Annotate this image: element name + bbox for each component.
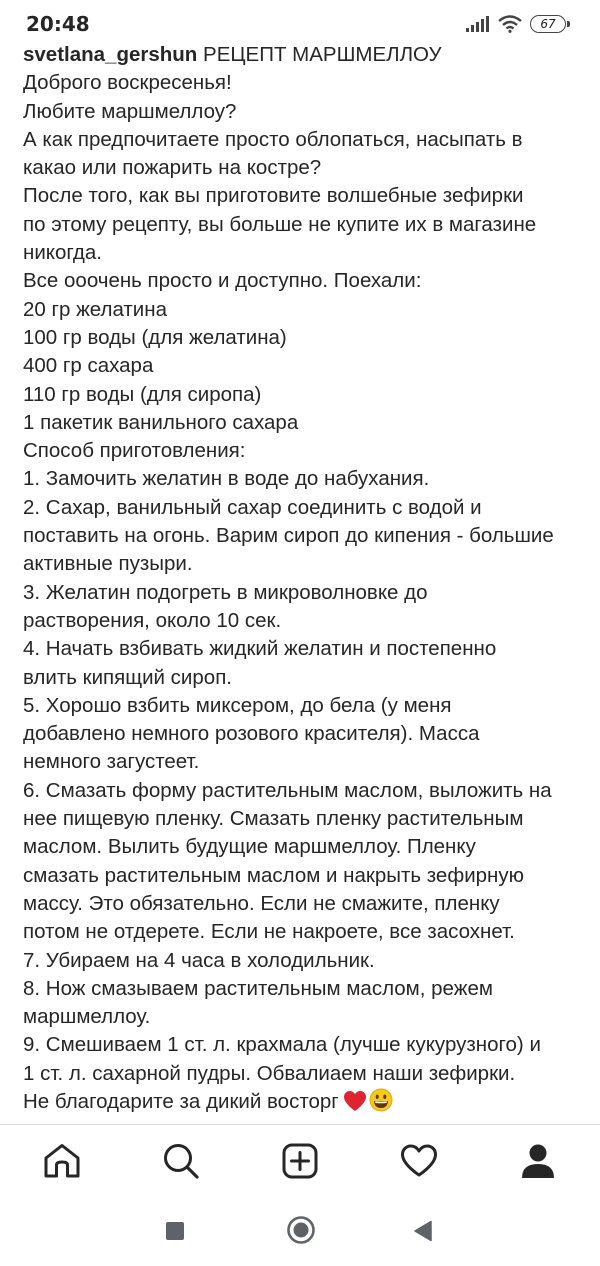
caption-line: 1. Замочить желатин в воде до набухания. xyxy=(23,467,430,491)
caption-line: по этому рецепту, вы больше не купите их в магазине xyxy=(23,212,537,236)
caption-line: 2. Сахар, ванильный сахар соединить с водой и xyxy=(23,495,482,519)
battery-level: 67 xyxy=(540,17,556,31)
caption-line: нее пищевую пленку. Смазать пленку растительным xyxy=(23,807,524,831)
status-bar xyxy=(0,0,600,46)
search-icon xyxy=(162,1142,200,1180)
caption-line: 3. Желатин подогреть в микроволновке до xyxy=(23,580,428,604)
back-triangle-icon xyxy=(413,1220,433,1242)
post-caption xyxy=(23,41,588,1116)
caption-line: немного загустеет. xyxy=(23,750,200,774)
new-post-icon xyxy=(282,1143,318,1179)
caption-line: 1 пакетик ванильного сахара xyxy=(23,410,299,434)
activity-heart-icon xyxy=(400,1144,438,1178)
red-heart-icon xyxy=(343,1090,367,1112)
caption-line: поставить на огонь. Варим сироп до кипения - большие xyxy=(23,524,554,548)
battery-icon xyxy=(530,15,566,33)
nav-profile-button[interactable] xyxy=(508,1131,568,1191)
post-username[interactable]: svetlana_gershun xyxy=(23,43,198,66)
wifi-icon xyxy=(498,15,522,33)
caption-line: влить кипящий сироп. xyxy=(23,665,232,689)
caption-line: А как предпочитаете просто облопаться, насыпать в xyxy=(23,127,523,151)
signal-icon xyxy=(466,16,490,32)
caption-line: маслом. Вылить будущие маршмеллоу. Пленку xyxy=(23,835,476,859)
caption-line: 1 ст. л. сахарной пудры. Обвалиаем наши зефирки. xyxy=(23,1061,516,1085)
home-button[interactable] xyxy=(282,1211,320,1249)
recents-button[interactable] xyxy=(158,1214,192,1248)
caption-line: 6. Смазать форму растительным маслом, выложить на xyxy=(23,778,552,802)
caption-line: 7. Убираем на 4 часа в холодильник. xyxy=(23,948,375,972)
profile-icon xyxy=(520,1143,556,1179)
caption-line: Способ приготовления: xyxy=(23,439,246,463)
back-button[interactable] xyxy=(406,1214,440,1248)
caption-line: массу. Это обязательно. Если не смажите, пленку xyxy=(23,891,500,915)
caption-line: 9. Смешиваем 1 ст. л. крахмала (лучше кукурузного) и xyxy=(23,1033,541,1057)
home-circle-icon xyxy=(286,1215,316,1245)
post-title: РЕЦЕПТ МАРШМЕЛЛОУ xyxy=(203,43,442,66)
caption-line: Доброго воскресенья! xyxy=(23,71,232,95)
caption-line: потом не отдерете. Если не накроете, все засохнет. xyxy=(23,920,515,944)
caption-line: добавлено немного розового красителя). Масса xyxy=(23,722,480,746)
system-navigation xyxy=(0,1196,600,1266)
status-time: 20:48 xyxy=(26,12,90,36)
status-icons xyxy=(466,14,566,34)
caption-line: маршмеллоу. xyxy=(23,1005,151,1029)
caption-closing-text: Не благодарите за дикий восторг xyxy=(23,1089,339,1113)
caption-line: какао или пожарить на костре? xyxy=(23,156,322,180)
caption-line: растворения, около 10 сек. xyxy=(23,608,282,632)
bottom-navigation xyxy=(0,1124,600,1196)
caption-line: 100 гр воды (для желатина) xyxy=(23,325,287,349)
caption-line: смазать растительным маслом и накрыть зефирную xyxy=(23,863,524,887)
nav-home-button[interactable] xyxy=(32,1131,92,1191)
caption-line: Любите маршмеллоу? xyxy=(23,99,237,123)
caption-last-line xyxy=(23,1088,588,1116)
caption-line: 400 гр сахара xyxy=(23,354,154,378)
caption-line: 20 гр желатина xyxy=(23,297,167,321)
recents-square-icon xyxy=(165,1221,185,1241)
nav-new-post-button[interactable] xyxy=(270,1131,330,1191)
caption-line: 110 гр воды (для сиропа) xyxy=(23,382,262,406)
caption-line: 5. Хорошо взбить миксером, до бела (у меня xyxy=(23,693,452,717)
home-icon xyxy=(43,1143,81,1179)
caption-line: 8. Нож смазываем растительным маслом, режем xyxy=(23,976,493,1000)
caption-header xyxy=(23,41,588,69)
caption-line: никогда. xyxy=(23,241,102,265)
nav-activity-button[interactable] xyxy=(389,1131,449,1191)
grinning-face-icon xyxy=(369,1088,393,1112)
caption-line: После того, как вы приготовите волшебные зефирки xyxy=(23,184,524,208)
caption-line: активные пузыри. xyxy=(23,552,193,576)
caption-line: 4. Начать взбивать жидкий желатин и постепенно xyxy=(23,637,497,661)
nav-search-button[interactable] xyxy=(151,1131,211,1191)
caption-line: Все ооочень просто и доступно. Поехали: xyxy=(23,269,422,293)
